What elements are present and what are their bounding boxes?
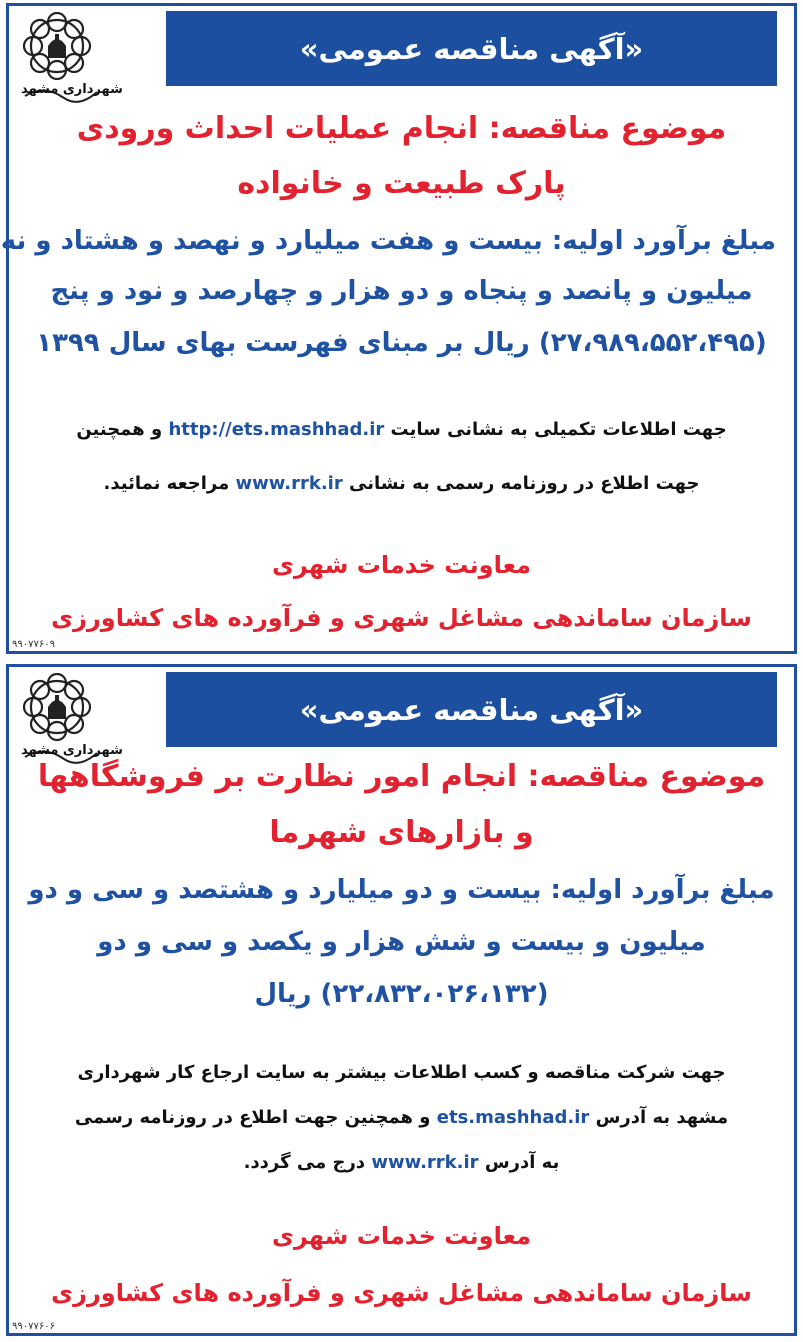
subject-line-1: موضوع مناقصه: انجام امور نظارت بر فروشگاهها bbox=[37, 759, 766, 794]
ets-link[interactable]: ets.mashhad.ir bbox=[436, 1107, 590, 1128]
info-line-1 bbox=[27, 419, 776, 440]
subject-line-1: موضوع مناقصه: انجام عملیات احداث ورودی bbox=[76, 111, 727, 146]
ets-link[interactable]: http://ets.mashhad.ir bbox=[168, 419, 385, 440]
amount-line-2: میلیون و پانصد و پنجاه و دو هزار و چهارصد و نود و پنج bbox=[50, 276, 753, 306]
rrk-link[interactable]: www.rrk.ir bbox=[371, 1152, 479, 1173]
signature-line-2: سازمان ساماندهی مشاغل شهری و فرآورده های کشاورزی bbox=[51, 1279, 752, 1307]
amount-line-1: مبلغ برآورد اولیه: بیست و هفت میلیارد و نهصد و هشتاد و نه bbox=[0, 226, 776, 256]
notice-code: ۹۹۰۷۷۶۰۹ bbox=[12, 639, 55, 650]
info-text: مشهد به آدرس bbox=[595, 1107, 729, 1128]
signature-line-1: معاونت خدمات شهری bbox=[272, 1222, 531, 1250]
info-text: درج می گردد. bbox=[243, 1152, 366, 1173]
tender-notice-2 bbox=[6, 664, 797, 1336]
info-text: و همچنین جهت اطلاع در روزنامه رسمی bbox=[74, 1107, 431, 1128]
notice-header: «آگهی مناقصه عمومی» bbox=[166, 672, 777, 747]
municipality-logo bbox=[19, 12, 149, 127]
amount-line-1: مبلغ برآورد اولیه: بیست و دو میلیارد و هشتصد و سی و دو bbox=[28, 875, 775, 905]
info-text: مراجعه نمائید. bbox=[103, 473, 230, 494]
subject-line-2: پارک طبیعت و خانواده bbox=[237, 166, 566, 201]
rrk-link[interactable]: www.rrk.ir bbox=[235, 473, 343, 494]
tender-notice-1 bbox=[0, 3, 797, 654]
info-text: به آدرس bbox=[484, 1152, 560, 1173]
notice-code: ۹۹۰۷۷۶۰۶ bbox=[12, 1321, 55, 1332]
subject-line-2: و بازارهای شهرما bbox=[269, 815, 534, 850]
signature-line-2: سازمان ساماندهی مشاغل شهری و فرآورده های کشاورزی bbox=[51, 604, 752, 632]
info-line-3 bbox=[27, 1152, 776, 1173]
amount-line-2: میلیون و بیست و شش هزار و یکصد و سی و دو bbox=[97, 927, 706, 957]
logo-caption: شهرداری مشهد bbox=[21, 82, 123, 97]
amount-line-3: (۲۷،۹۸۹،۵۵۲،۴۹۵) ریال بر مبنای فهرست بهای سال ۱۳۹۹ bbox=[36, 328, 767, 358]
info-line-2 bbox=[27, 1107, 776, 1128]
info-text: جهت اطلاع در روزنامه رسمی به نشانی bbox=[349, 473, 700, 494]
amount-line-3: (۲۲،۸۳۲،۰۲۶،۱۳۲) ریال bbox=[254, 979, 549, 1009]
notice-header: «آگهی مناقصه عمومی» bbox=[166, 11, 777, 86]
signature-line-1: معاونت خدمات شهری bbox=[272, 551, 531, 579]
info-line-2 bbox=[27, 473, 776, 494]
info-text: جهت اطلاعات تکمیلی به نشانی سایت bbox=[390, 419, 727, 440]
info-line-1: جهت شرکت مناقصه و کسب اطلاعات بیشتر به سایت ارجاع کار شهرداری bbox=[77, 1062, 726, 1083]
info-text: و همچنین bbox=[76, 419, 163, 440]
logo-caption: شهرداری مشهد bbox=[21, 743, 123, 758]
